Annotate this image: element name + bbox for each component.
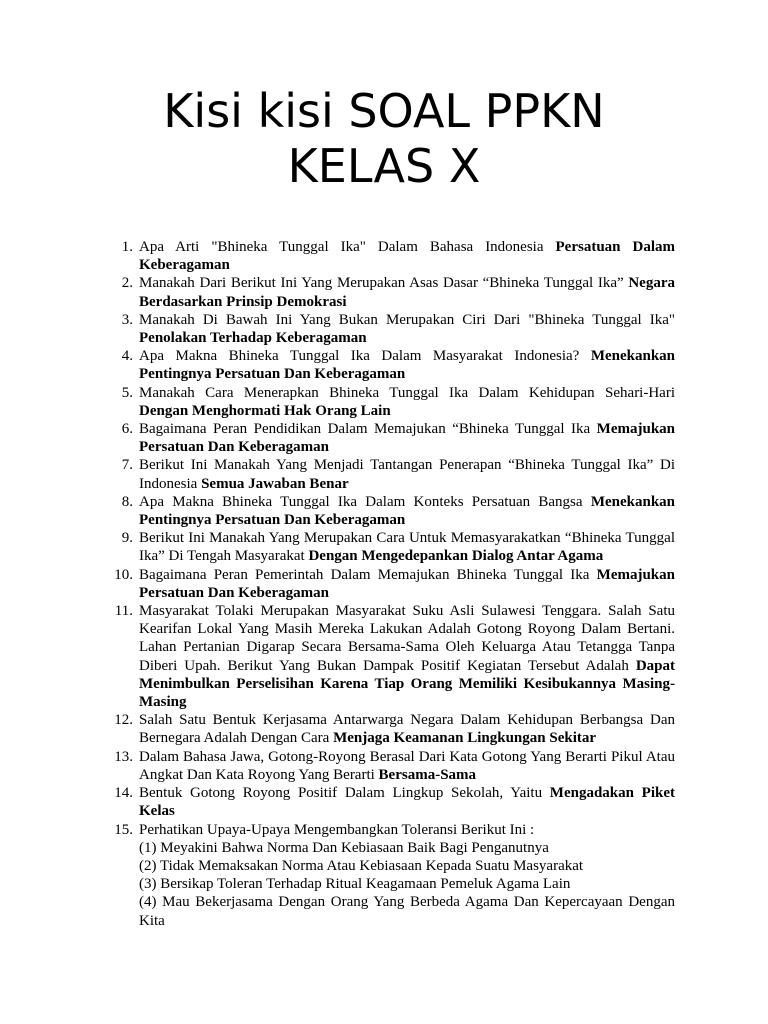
sub-item: (3) Bersikap Toleran Terhadap Ritual Keagamaan Pemeluk Agama Lain — [139, 876, 571, 893]
list-item — [95, 748, 675, 784]
question-number: 13. — [114, 748, 133, 765]
question-text: Apa Arti "Bhineka Tunggal Ika" Dalam Bahasa Indonesia Persatuan Dalam Keberagaman — [139, 239, 676, 274]
question-list — [95, 238, 675, 930]
question-answer: Menekankan Pentingnya Persatuan Dan Keberagaman — [139, 348, 676, 383]
question-text: Bagaimana Peran Pemerintah Dalam Memajukan Bhineka Tunggal Ika Memajukan Persatuan Dan Keberagaman — [139, 566, 675, 601]
question-number: 2. — [121, 275, 133, 292]
list-item — [95, 420, 675, 456]
question-text: Dalam Bahasa Jawa, Gotong-Royong Berasal Dari Kata Gotong Yang Berarti Pikul Atau Angkat Dan Kata Royong Yang Berarti Bersama-Sama — [139, 748, 675, 783]
question-answer: Memajukan Persatuan Dan Keberagaman — [139, 421, 676, 456]
list-item — [95, 711, 675, 747]
question-text: Bentuk Gotong Royong Positif Dalam Lingkup Sekolah, Yaitu Mengadakan Piket Kelas — [139, 785, 675, 820]
list-item — [95, 821, 675, 930]
question-number: 12. — [114, 712, 133, 729]
list-item — [95, 529, 675, 565]
question-number: 8. — [121, 493, 133, 510]
question-answer: Menekankan Pentingnya Persatuan Dan Keberagaman — [139, 493, 675, 529]
list-item — [95, 384, 675, 420]
list-item — [95, 311, 675, 347]
question-text: Apa Makna Bhineka Tunggal Ika Dalam Masyarakat Indonesia? Menekankan Pentingnya Persatuan Dan Keberagaman — [139, 348, 676, 383]
question-text: Manakah Cara Menerapkan Bhineka Tunggal Ika Dalam Kehidupan Sehari-Hari Dengan Menghormati Hak Orang Lain — [139, 384, 675, 419]
title-line-1: Kisi kisi SOAL PPKN — [163, 84, 605, 138]
question-number: 10. — [114, 566, 133, 583]
question-answer: Dengan Menghormati Hak Orang Lain — [139, 402, 391, 419]
question-number: 6. — [121, 421, 133, 438]
question-answer: Persatuan Dalam Keberagaman — [139, 239, 676, 274]
question-text: Bagaimana Peran Pendidikan Dalam Memajukan “Bhineka Tunggal Ika Memajukan Persatuan Dan Keberagaman — [139, 421, 676, 456]
question-text: Berikut Ini Manakah Yang Merupakan Cara Untuk Memasyarakatkan “Bhineka Tunggal Ika” Di Tengah Masyarakat Dengan Mengedepankan Dialog Antar Agama — [139, 530, 675, 565]
question-number: 11. — [114, 603, 133, 620]
sub-item: (1) Meyakini Bahwa Norma Dan Kebiasaan Baik Bagi Penganutnya — [139, 839, 549, 856]
question-answer: Mengadakan Piket Kelas — [139, 785, 675, 820]
list-item — [95, 347, 675, 383]
question-text: Manakah Di Bawah Ini Yang Bukan Merupakan Ciri Dari "Bhineka Tunggal Ika" Penolakan Terhadap Keberagaman — [139, 311, 675, 347]
question-answer: Memajukan Persatuan Dan Keberagaman — [139, 566, 675, 601]
sub-item: (4) Mau Bekerjasama Dengan Orang Yang Berbeda Agama Dan Kepercayaan Dengan Kita — [139, 894, 675, 929]
question-number: 5. — [121, 384, 133, 401]
question-answer: Semua Jawaban Benar — [201, 475, 349, 492]
question-text: Berikut Ini Manakah Yang Menjadi Tantangan Penerapan “Bhineka Tunggal Ika” Di Indonesia Semua Jawaban Benar — [139, 457, 675, 492]
question-answer: Bersama-Sama — [378, 766, 477, 783]
question-text: Salah Satu Bentuk Kerjasama Antarwarga Negara Dalam Kehidupan Berbangsa Dan Bernegara Adalah Dengan Cara Menjaga Keamanan Lingkungan Sekitar — [139, 712, 675, 747]
page-title — [0, 84, 768, 194]
question-number: 3. — [121, 311, 133, 328]
question-answer: Dengan Mengedepankan Dialog Antar Agama — [308, 548, 604, 565]
sub-item: (2) Tidak Memaksakan Norma Atau Kebiasaan Kepada Suatu Masyarakat — [139, 857, 584, 874]
question-text: Masyarakat Tolaki Merupakan Masyarakat Suku Asli Sulawesi Tenggara. Salah Satu Kearifan Lokal Yang Masih Mereka Lakukan Adalah Gotong Royong Dalam Bertani. Lahan Pertanian Digarap Secara Bersama-Sama Oleh Keluarga Atau Tetangga Tanpa Diberi Upah. Berikut Yang Bukan Dampak Positif Kegiatan Tersebut Adalah Dapat Menimbulkan Perselisihan Karena Tiap Orang Memiliki Kesibukannya Masing-Masing — [139, 603, 676, 711]
question-answer: Menjaga Keamanan Lingkungan Sekitar — [333, 730, 597, 747]
question-number: 1. — [121, 239, 133, 255]
list-item — [95, 566, 675, 602]
question-number: 9. — [121, 530, 133, 547]
question-number: 15. — [114, 821, 133, 838]
question-number: 4. — [121, 348, 133, 365]
list-item — [95, 238, 675, 274]
question-number: 7. — [121, 457, 133, 474]
question-text: Manakah Dari Berikut Ini Yang Merupakan Asas Dasar “Bhineka Tunggal Ika” Negara Berdasarkan Prinsip Demokrasi — [139, 275, 675, 310]
question-answer: Penolakan Terhadap Keberagaman — [139, 330, 367, 347]
list-item — [95, 274, 675, 310]
title-line-2: KELAS X — [287, 139, 481, 193]
question-answer: Dapat Menimbulkan Perselisihan Karena Tiap Orang Memiliki Kesibukannya Masing-Masing — [139, 657, 676, 711]
list-item — [95, 493, 675, 529]
list-item — [95, 602, 675, 711]
question-text: Apa Makna Bhineka Tunggal Ika Dalam Konteks Persatuan Bangsa Menekankan Pentingnya Persatuan Dan Keberagaman — [139, 493, 675, 529]
question-text: Perhatikan Upaya-Upaya Mengembangkan Toleransi Berikut Ini : — [139, 821, 535, 838]
list-item — [95, 784, 675, 820]
question-answer: Negara Berdasarkan Prinsip Demokrasi — [139, 275, 675, 310]
question-number: 14. — [114, 785, 133, 802]
list-item — [95, 456, 675, 492]
